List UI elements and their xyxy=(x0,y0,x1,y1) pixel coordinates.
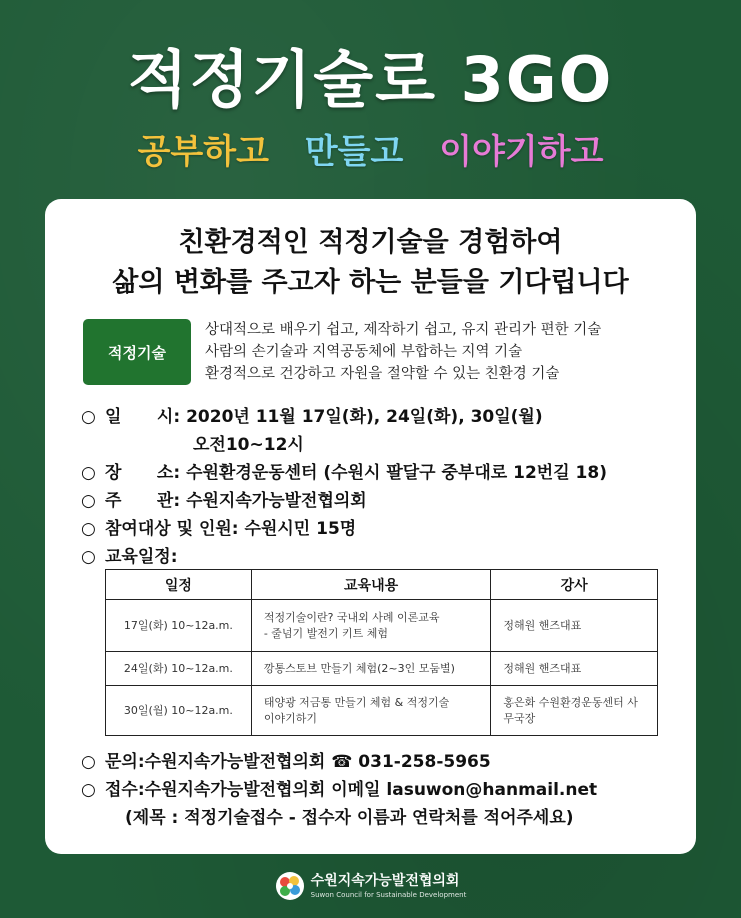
info-place-row xyxy=(81,459,691,487)
circle-bullet-icon: ○ xyxy=(81,491,96,511)
column-header: 강사 xyxy=(491,570,658,600)
info-host-row xyxy=(81,487,691,515)
host-label: 주 관: xyxy=(105,491,187,511)
event-info xyxy=(81,403,691,571)
info-card xyxy=(45,199,696,854)
org-name: 수원지속가능발전협의회 xyxy=(310,873,460,889)
host-value: 수원지속가능발전협의회 xyxy=(186,491,367,511)
date-label: 일 시: xyxy=(105,407,187,427)
headline-line-1: 친환경적인 적정기술을 경험하여 xyxy=(178,227,563,258)
apply-note-row xyxy=(81,804,701,832)
schedule-content xyxy=(251,652,491,686)
subtitle-talk: 이야기하고 xyxy=(439,132,604,172)
target-value: 수원시민 15명 xyxy=(244,519,357,539)
apply-value: 수원지속가능발전협의회 이메일 lasuwon@hanmail.net xyxy=(144,780,598,800)
schedule-date: 17일(화) 10~12a.m. xyxy=(106,600,252,652)
content-line: - 줄넘기 발전기 키트 체험 xyxy=(263,626,389,640)
apply-row xyxy=(81,776,701,804)
definition-line: 사람의 손기술과 지역공동체에 부합하는 지역 기술 xyxy=(205,344,523,360)
schedule-label: 교육일정: xyxy=(105,547,178,567)
schedule-table xyxy=(105,569,658,736)
definition-badge: 적정기술 xyxy=(83,319,191,385)
subtitle-make: 만들고 xyxy=(304,132,404,172)
place-label: 장 소: xyxy=(105,463,187,483)
circle-bullet-icon: ○ xyxy=(81,463,96,483)
schedule-teacher: 정해원 핸즈대표 xyxy=(491,600,658,652)
schedule-teacher: 홍은화 수원환경운동센터 사무국장 xyxy=(491,686,658,736)
time-value: 오전10~12시 xyxy=(193,435,304,455)
inquiry-value: 수원지속가능발전협의회 ☎ 031-258-5965 xyxy=(144,752,491,772)
info-date-row xyxy=(81,403,691,431)
footer xyxy=(0,866,741,906)
circle-bullet-icon: ○ xyxy=(81,752,96,772)
inquiry-label: 문의: xyxy=(105,752,145,772)
inquiry-row xyxy=(81,748,701,776)
column-header: 일정 xyxy=(106,570,252,600)
content-line: 이야기하기 xyxy=(263,711,317,725)
circle-bullet-icon: ○ xyxy=(81,780,96,800)
footer-text xyxy=(311,872,467,900)
place-value: 수원환경운동센터 (수원시 팔달구 중부대로 12번길 18) xyxy=(186,463,607,483)
org-logo-icon xyxy=(275,871,305,901)
table-row xyxy=(106,600,658,652)
info-schedule-row xyxy=(81,543,691,571)
circle-bullet-icon: ○ xyxy=(81,547,96,567)
info-target-row xyxy=(81,515,691,543)
content-line: 적정기술이란? 국내외 사례 이론교육 xyxy=(263,610,440,624)
schedule-date: 30일(월) 10~12a.m. xyxy=(106,686,252,736)
apply-note: (제목 : 적정기술접수 - 접수자 이름과 연락처를 적어주세요) xyxy=(125,808,574,828)
poster-title: 적정기술로 3GO xyxy=(127,43,614,116)
org-name-en: Suwon Council for Sustainable Development xyxy=(310,891,467,899)
info-time-row xyxy=(81,431,691,459)
content-line: 태양광 저금통 만들기 체험 & 적정기술 xyxy=(263,695,450,709)
target-label: 참여대상 및 인원: xyxy=(105,519,245,539)
definition-line: 상대적으로 배우기 쉽고, 제작하기 쉽고, 유지 관리가 편한 기술 xyxy=(205,322,602,338)
schedule-content xyxy=(251,600,491,652)
schedule-content xyxy=(251,686,491,736)
definition-list xyxy=(205,319,685,385)
apply-label: 접수: xyxy=(105,780,145,800)
date-value: 2020년 11월 17일(화), 24일(화), 30일(월) xyxy=(186,407,543,427)
poster-subtitle xyxy=(0,124,741,173)
content-line: 깡통스토브 만들기 체험(2~3인 모둠별) xyxy=(263,661,455,675)
headline-line-2: 삶의 변화를 주고자 하는 분들을 기다립니다 xyxy=(112,267,629,298)
circle-bullet-icon: ○ xyxy=(81,519,96,539)
definition-line: 환경적으로 건강하고 자원을 절약할 수 있는 친환경 기술 xyxy=(205,366,560,382)
table-row xyxy=(106,686,658,736)
schedule-date: 24일(화) 10~12a.m. xyxy=(106,652,252,686)
column-header: 교육내용 xyxy=(251,570,491,600)
table-row xyxy=(106,652,658,686)
table-header-row xyxy=(106,570,658,600)
contact-info xyxy=(81,748,701,832)
circle-bullet-icon: ○ xyxy=(81,407,96,427)
subtitle-study: 공부하고 xyxy=(137,132,269,172)
headline xyxy=(45,223,696,303)
schedule-teacher: 정해원 핸즈대표 xyxy=(491,652,658,686)
